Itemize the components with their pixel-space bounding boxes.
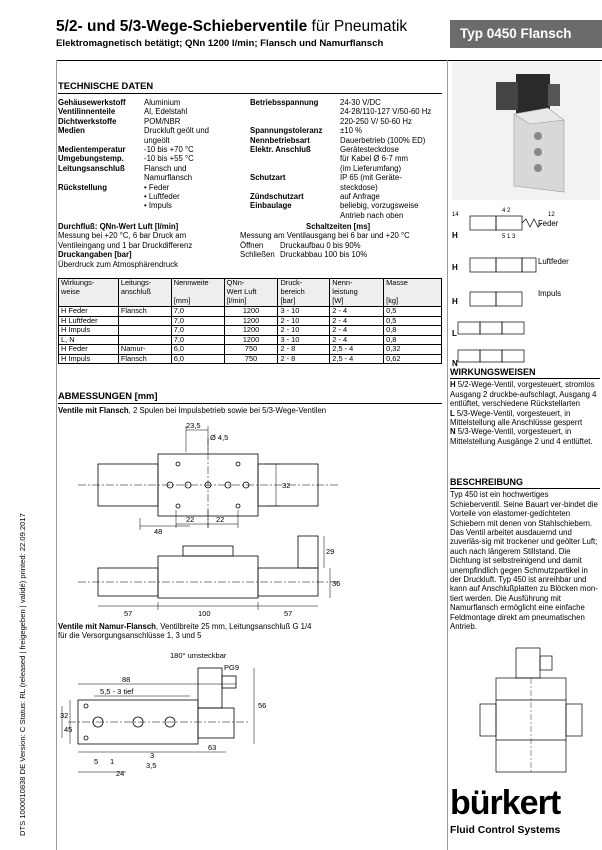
pressure-heading: Druckangaben [bar]	[58, 250, 132, 260]
return-type: Feder	[538, 219, 559, 228]
type-badge: Typ 0450 Flansch	[450, 20, 602, 48]
table-cell: 750	[224, 345, 278, 355]
spec-value: Druckluft geölt und ungeölt	[144, 126, 210, 145]
spec-value: -10 bis +55 °C	[144, 154, 194, 164]
dim-label: PG9	[224, 663, 240, 672]
page-subtitle: Elektromagnetisch betätigt; QNn 1200 l/min; Flansch und Namurflansch	[56, 38, 384, 49]
spec-row	[250, 145, 446, 173]
dim-label: 3,5	[146, 761, 157, 770]
table-cell: Namur-	[118, 345, 171, 355]
table-cell: H Impuls	[59, 354, 119, 364]
dim-label: 3	[150, 751, 155, 760]
description-text: Typ 450 ist ein hochwertiges Schieberventil. Seine Bauart ver-bindet die Vorteile von elastomer-gedichteten Schiebern mit denen von Stahlschiebern. Das Ventil arbeitet ausdauernd und zuverläs-sig mit trockener und geölter Luft; auch nach längerem Stillstand. Die Dichtung ist selbstreinigend und damit unempfindlich gegen Schmutzpartikel in der Druckluft. Typ 450 ist anreihbar und kann auf Anschlußplatten zu Blöcken mon-tiert werden. Die Ausführung mit Namurflansch ermöglicht eine einfache Feldmontage direkt am pneumatischen Antrieb.	[450, 490, 598, 632]
namur-valve-drawing	[58, 648, 442, 778]
table-cell: 3 - 10	[278, 335, 330, 345]
table-cell: 0,8	[384, 326, 442, 336]
dim-label: 24	[116, 769, 125, 778]
table-cell: 6,0	[171, 345, 224, 355]
port-label: 14	[452, 212, 459, 218]
dim-label: 45	[64, 725, 73, 734]
pressure-line: Überdruck zum Atmosphärendruck	[58, 259, 179, 269]
spec-row	[58, 154, 248, 163]
header-unit: [kg]	[386, 295, 399, 305]
spec-value: Dauerbetrieb (100% ED)	[340, 135, 426, 145]
header-unit: [l/min]	[226, 295, 247, 305]
product-photo	[452, 62, 600, 200]
spec-key: Nennbetriebsart	[250, 135, 310, 145]
table-cell: 2,5 - 4	[330, 345, 384, 355]
flow-heading: Durchfluß: QNn-Wert Luft [l/min]	[58, 222, 179, 231]
table-cell: 750	[224, 354, 278, 364]
table-cell: 1200	[224, 335, 278, 345]
mode-description: N 5/3-Wege-Ventil, vorgesteuert, in Mittelstellung Ausgänge 2 und 4 entlüftet.	[450, 427, 593, 446]
dim-label: 48	[154, 527, 163, 536]
table-cell: 6,0	[171, 354, 224, 364]
table-header-cell	[384, 279, 442, 307]
spec-key: Schutzart	[250, 173, 286, 183]
dim-label: 23,5	[186, 421, 201, 430]
spec-key: Umgebungstemp.	[58, 154, 124, 164]
table-cell: 2 - 10	[278, 316, 330, 326]
spec-row	[250, 126, 446, 135]
dim-label: 57	[284, 609, 293, 618]
table-cell	[118, 316, 171, 326]
switching-heading: Schaltzeiten [ms]	[306, 222, 371, 231]
dims-note-namur: Ventile mit Namur-Flansch, Ventilbreite 25 mm, Leitungsanschluß G 1/4 für die Versorgungsanschlüsse 1, 3 und 5	[58, 622, 312, 641]
table-cell: H Feder	[59, 307, 119, 317]
header-unit: [W]	[332, 295, 344, 305]
spec-row	[58, 98, 248, 107]
spec-value: POM/NBR	[144, 116, 181, 126]
return-type: Luftfeder	[538, 257, 569, 266]
table-cell: 0,5	[384, 307, 442, 317]
table-cell: 1200	[224, 316, 278, 326]
table-header-cell	[330, 279, 384, 307]
header-label: Leitungs- anschluß	[120, 278, 152, 296]
table-cell: 2 - 4	[330, 326, 384, 336]
dim-label: 5	[94, 757, 99, 766]
spec-value: IP 65 (mit Geräte- steckdose)	[340, 173, 402, 192]
mode-N: N	[452, 359, 458, 368]
table-cell: 0,32	[384, 345, 442, 355]
logo-wordmark: bürkert	[450, 784, 561, 822]
left-divider	[56, 60, 57, 850]
spec-row	[250, 173, 446, 192]
switching-value: Druckabbau 100 bis 10%	[280, 250, 368, 260]
spec-value: Flansch und Namurflansch	[144, 163, 193, 183]
table-cell: 3 - 10	[278, 307, 330, 317]
switching-line: Messung am Ventilausgang bei 6 bar und +20 °C	[240, 231, 410, 241]
page-title: 5/2- und 5/3-Wege-Schieberventile für Pneumatik	[56, 18, 408, 35]
header-label: Nennweite	[173, 278, 209, 287]
dim-label: 32	[60, 711, 69, 720]
spec-key: Medien	[58, 126, 85, 136]
switching-label: Schließen	[240, 250, 275, 260]
dim-label: 32	[282, 481, 291, 490]
spec-key: Spannungstoleranz	[250, 126, 323, 136]
header-label: Druck- bereich	[280, 278, 305, 296]
mode-H: H	[452, 297, 458, 306]
spec-key: Medientemperatur	[58, 145, 126, 155]
spec-key: Ventilinnenteile	[58, 107, 116, 117]
header-unit: [bar]	[280, 295, 296, 305]
table-cell: L, N	[59, 335, 119, 345]
table-cell: 2 - 8	[278, 354, 330, 364]
spec-key: Zündschutzart	[250, 192, 304, 202]
dim-label: 56	[258, 701, 267, 710]
operating-modes	[450, 368, 600, 446]
dimensions-heading: ABMESSUNGEN [mm]	[58, 390, 442, 404]
table-header-row	[59, 279, 442, 307]
port-label: 4 2	[502, 208, 511, 214]
flow-line: Messung bei +20 °C, 6 bar Druck am	[58, 231, 187, 241]
spec-row	[250, 192, 446, 201]
return-type: Impuls	[538, 289, 561, 298]
spec-row	[250, 98, 446, 126]
table-cell: H Feder	[59, 345, 119, 355]
table-cell: 0,5	[384, 316, 442, 326]
document-info: DTS 1000010838 DE Version: C Status: RL (released | freigegeben | validé) printed: 22.09.2017	[18, 513, 27, 836]
spec-list-right	[250, 98, 446, 220]
table-cell: 7,0	[171, 316, 224, 326]
header-label: Masse	[386, 278, 408, 287]
dim-label: 180° umsteckbar	[170, 651, 227, 660]
table-cell: 1200	[224, 326, 278, 336]
table-cell: Flansch	[118, 354, 171, 364]
spec-key: Einbaulage	[250, 201, 292, 211]
namur-valve-side-drawing	[476, 640, 598, 780]
spec-value: Gerätesteckdose für Kabel Ø 6-7 mm (im Lieferumfang)	[340, 145, 409, 173]
brand-logo	[450, 785, 600, 836]
spec-row	[58, 117, 248, 126]
header-label: Nenn- leistung	[332, 278, 358, 296]
dim-label: 88	[122, 675, 131, 684]
dim-label: 36	[332, 579, 341, 588]
spec-row	[58, 164, 248, 183]
switching-value: Druckaufbau 0 bis 90%	[280, 240, 361, 250]
dim-label: 100	[198, 609, 211, 618]
flange-valve-drawing	[58, 418, 442, 618]
dim-label: 22	[186, 515, 195, 524]
spec-key: Betriebsspannung	[250, 98, 319, 107]
table-cell: 2 - 4	[330, 307, 384, 317]
table-cell: 2 - 4	[330, 335, 384, 345]
mode-H: H	[452, 231, 458, 240]
table-cell: 7,0	[171, 326, 224, 336]
switching-label: Öffnen	[240, 240, 264, 250]
table-cell: H Luftfeder	[59, 316, 119, 326]
dims-note-flange: Ventile mit Flansch, 2 Spulen bei Impulsbetrieb sowie bei 5/3-Wege-Ventilen	[58, 406, 327, 415]
table-cell: 2 - 8	[278, 345, 330, 355]
mode-description: L 5/3-Wege-Ventil, vorgesteuert, in Mittelstellung alle Anschlüsse gesperrt	[450, 408, 583, 428]
dim-label: 22	[216, 515, 225, 524]
table-row	[59, 345, 442, 355]
spec-value: 24-30 V/DC 24-28/110-127 V/50-60 Hz 220-250 V/ 50-60 Hz	[340, 98, 432, 126]
spec-key: Dichtwerkstoffe	[58, 116, 117, 126]
flow-line: Ventileingang und 1 bar Druckdifferenz	[58, 240, 193, 250]
spec-value: • Feder • Luftfeder • Impuls	[144, 182, 180, 211]
dim-label: 29	[326, 547, 335, 556]
flow-info	[58, 222, 442, 269]
table-cell	[118, 326, 171, 336]
mode-L: L	[452, 329, 457, 338]
dim-label: 57	[124, 609, 133, 618]
table-header-cell	[118, 279, 171, 307]
spec-value: Al, Edelstahl	[144, 107, 188, 117]
table-header-cell	[224, 279, 278, 307]
dim-label: 1	[110, 757, 115, 766]
table-cell: 7,0	[171, 307, 224, 317]
table-cell: Flansch	[118, 307, 171, 317]
spec-key: Rückstellung	[58, 182, 107, 192]
spec-row	[58, 126, 248, 145]
spec-value: beliebig, vorzugsweise Antrieb nach oben	[340, 201, 419, 220]
table-cell: 2 - 10	[278, 326, 330, 336]
spec-list-left	[58, 98, 248, 211]
table-cell: 1200	[224, 307, 278, 317]
mode-description: H 5/2-Wege-Ventil, vorgesteuert, stromlos Ausgang 2 druckbe-aufschlagt, Ausgang 4 entlüftet, verschiedene Rückstellarten	[450, 380, 597, 409]
spec-key: Leitungsanschluß	[58, 163, 125, 173]
table-header-cell	[278, 279, 330, 307]
spec-row	[58, 183, 248, 211]
description-heading: BESCHREIBUNG	[450, 478, 600, 489]
header-label: QNn- Wert Luft	[226, 278, 257, 296]
table-header-cell	[59, 279, 119, 307]
table-cell: 2 - 4	[330, 316, 384, 326]
dim-label: Ø 4,5	[210, 433, 229, 442]
spec-table	[58, 278, 442, 364]
table-cell: 2,5 - 4	[330, 354, 384, 364]
spec-row	[58, 145, 248, 154]
spec-row	[58, 107, 248, 116]
table-row	[59, 354, 442, 364]
table-cell: 0,62	[384, 354, 442, 364]
tech-data-heading: TECHNISCHE DATEN	[58, 80, 442, 94]
header-label: Wirkungs- weise	[61, 278, 95, 296]
header-divider	[56, 60, 602, 61]
spec-value: auf Anfrage	[340, 192, 380, 202]
spec-key: Gehäusewerkstoff	[58, 98, 126, 107]
title-block	[56, 18, 436, 50]
spec-row	[250, 201, 446, 220]
switching-symbols	[452, 204, 600, 368]
table-cell: 7,0	[171, 335, 224, 345]
dim-label: 63	[208, 743, 217, 752]
header-unit: [mm]	[173, 295, 191, 305]
column-divider	[447, 60, 448, 850]
spec-row	[250, 136, 446, 145]
description	[450, 478, 600, 632]
logo-tagline: Fluid Control Systems	[450, 825, 561, 836]
spec-value: Aluminium	[144, 98, 181, 107]
table-row	[59, 307, 442, 317]
table-row	[59, 326, 442, 336]
dim-label: 5,5 - 3 tief	[100, 687, 134, 696]
table-cell: 0,8	[384, 335, 442, 345]
spec-value: -10 bis +70 °C	[144, 145, 194, 155]
table-cell: H Impuls	[59, 326, 119, 336]
spec-value: ±10 %	[340, 126, 363, 136]
port-label: 5 1 3	[502, 234, 516, 240]
spec-key: Elektr. Anschluß	[250, 145, 311, 155]
mode-H: H	[452, 263, 458, 272]
operating-modes-heading: WIRKUNGSWEISEN	[450, 368, 600, 379]
port-label: 12	[548, 212, 555, 218]
table-header-cell	[171, 279, 224, 307]
